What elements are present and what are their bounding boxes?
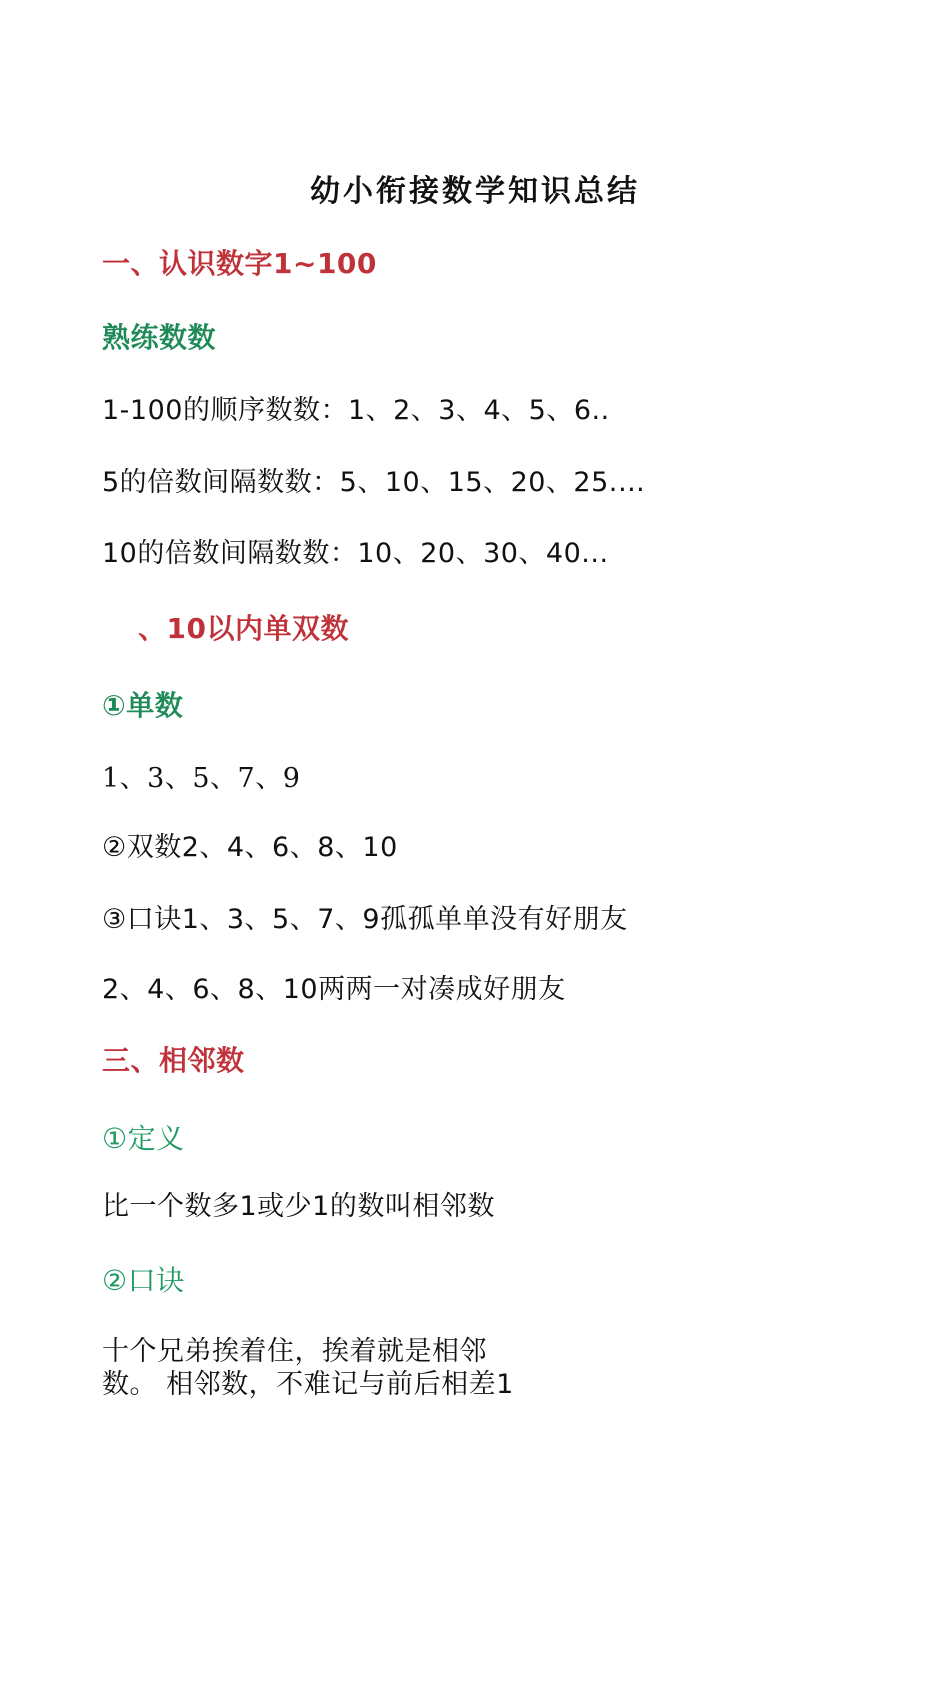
definition-subheading: ①定义 xyxy=(102,1122,185,1155)
odd-numbers-line: 1、3、5、7、9 xyxy=(102,763,301,794)
odd-even-rhyme-line-2: 2、4、6、8、10两两一对凑成好朋友 xyxy=(102,974,566,1005)
counting-by-five-line: 5的倍数间隔数数：5、10、15、20、25.… xyxy=(102,467,646,498)
document-title: 幼小衔接数学知识总结 xyxy=(310,174,640,209)
counting-by-ten-line: 10的倍数间隔数数：10、20、30、40... xyxy=(102,538,609,569)
counting-sequence-line: 1-100的顺序数数：1、2、3、4、5、6.. xyxy=(102,395,610,426)
section-1-subheading: 熟练数数 xyxy=(102,321,217,354)
odd-even-rhyme-line-1: ③口诀1、3、5、7、9孤孤单单没有好朋友 xyxy=(102,904,628,935)
section-1-heading: 一、认识数字1~100 xyxy=(102,247,377,280)
rhyme-subheading: ②口诀 xyxy=(102,1264,185,1297)
neighbor-rhyme-line-1: 十个兄弟挨着住，挨着就是相邻 xyxy=(102,1336,487,1367)
section-2-heading: 、10以内单双数 xyxy=(138,612,349,645)
even-numbers-line: ②双数2、4、6、8、10 xyxy=(102,832,398,863)
odd-numbers-subheading: ①单数 xyxy=(102,689,184,722)
definition-line: 比一个数多1或少1的数叫相邻数 xyxy=(102,1191,495,1222)
neighbor-rhyme-line-2: 数。 相邻数，不难记与前后相差1 xyxy=(102,1369,514,1400)
section-3-heading: 三、相邻数 xyxy=(102,1044,245,1077)
